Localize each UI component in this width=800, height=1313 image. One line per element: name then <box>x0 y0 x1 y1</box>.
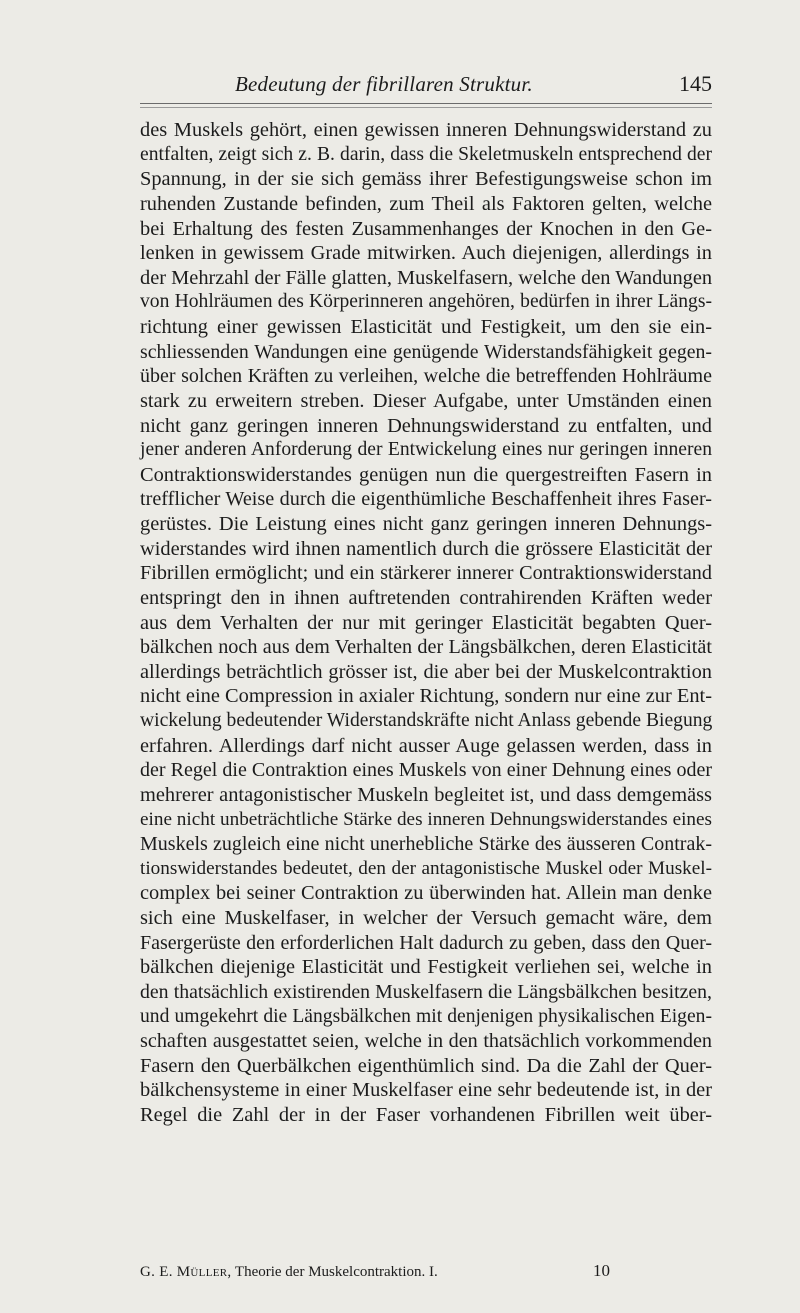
text-line: erfahren. Allerdings darf nicht ausser Auge gelassen werden, dass in <box>140 734 712 757</box>
text-line: wickelung bedeutender Widerstandskräfte nicht Anlass gebende Biegung <box>140 710 713 731</box>
text-line: bälkchen diejenige Elasticität und Festigkeit verliehen sei, welche in <box>140 956 712 979</box>
text-line: Fasern den Querbälkchen eigenthümlich sind. Da die Zahl der Quer- <box>140 1054 712 1077</box>
page-footer <box>140 1262 620 1284</box>
text-line: entspringt den in ihnen auftretenden contrahirenden Kräften weder <box>140 586 712 609</box>
page-number: 145 <box>679 71 712 96</box>
text-line: des Muskels gehört, einen gewissen inneren Dehnungswiderstand zu <box>140 119 712 141</box>
text-line: widerstandes wird ihnen namentlich durch die grössere Elasticität der <box>140 537 712 560</box>
text-line: eine nicht unbeträchtliche Stärke des inneren Dehnungswiderstandes eines <box>140 808 712 830</box>
text-line: stark zu erweitern streben. Dieser Aufgabe, unter Umständen einen <box>140 389 712 412</box>
text-line: Fasergerüste den erforderlichen Halt dadurch zu geben, dass den Quer- <box>140 931 712 954</box>
text-line: von Hohlräumen des Körperinneren angehören, bedürfen in ihrer Längs- <box>140 291 712 313</box>
text-line: richtung einer gewissen Elasticität und Festigkeit, um den sie ein- <box>140 316 712 338</box>
text-line: Spannung, in der sie sich gemäss ihrer Befestigungsweise schon im <box>140 168 712 191</box>
text-line: bei Erhaltung des festen Zusammenhanges der Knochen in den Ge- <box>140 217 712 240</box>
text-line: Muskels zugleich eine nicht unerhebliche Stärke des äusseren Contrak- <box>140 833 712 856</box>
text-line: sich eine Muskelfaser, in welcher der Versuch gemacht wäre, dem <box>140 907 712 929</box>
text-line: entfalten, zeigt sich z. B. darin, dass die Skeletmuskeln entsprechend der <box>140 143 712 165</box>
text-line: jener anderen Anforderung der Entwickelung eines nur geringen inneren <box>140 439 712 461</box>
text-line: bälkchensysteme in einer Muskelfaser eine sehr bedeutende ist, in der <box>140 1079 712 1102</box>
text-line: der Mehrzahl der Fälle glatten, Muskelfasern, welche den Wandungen <box>140 266 713 289</box>
text-line: Regel die Zahl der in der Faser vorhandenen Fibrillen weit über- <box>140 1104 712 1126</box>
text-line: aus dem Verhalten der nur mit geringer Elasticität begabten Quer- <box>140 611 712 634</box>
text-line: gerüstes. Die Leistung eines nicht ganz geringen inneren Dehnungs- <box>140 513 712 535</box>
text-line: über solchen Kräften zu verleihen, welche die betreffenden Hohlräume <box>140 365 712 388</box>
text-line: schaften ausgestattet seien, welche in den thatsächlich vorkommenden <box>140 1030 712 1053</box>
text-line: complex bei seiner Contraktion zu überwinden hat. Allein man denke <box>140 882 712 905</box>
text-line: Contraktionswiderstandes genügen nun die quergestreiften Fasern in <box>140 463 712 486</box>
text-line: tionswiderstandes bedeutet, den der antagonistische Muskel oder Muskel- <box>140 857 712 879</box>
text-line: Fibrillen ermöglicht; und ein stärkerer innerer Contraktionswiderstand <box>140 562 712 585</box>
text-line: mehrerer antagonistischer Muskeln begleitet ist, und dass demgemäss <box>140 783 712 806</box>
text-line: bälkchen noch aus dem Verhalten der Längsbälkchen, deren Elasticität <box>140 636 712 659</box>
text-line: nicht eine Compression in axialer Richtung, sondern nur eine zur Ent- <box>140 685 712 708</box>
text-line: allerdings beträchtlich grösser ist, die aber bei der Muskelcontraktion <box>140 660 712 683</box>
text-line: und umgekehrt die Längsbälkchen mit denjenigen physikalischen Eigen- <box>140 1005 712 1027</box>
header-rule <box>140 103 712 104</box>
body-text <box>140 118 712 1128</box>
header-rule-secondary <box>140 107 712 108</box>
page-header <box>140 72 712 112</box>
text-line: ruhenden Zustande befinden, zum Theil als Faktoren gelten, welche <box>140 192 712 215</box>
footer-author: G. E. Müller, <box>140 1264 232 1280</box>
text-line: nicht ganz geringen inneren Dehnungswiderstand zu entfalten, und <box>140 414 712 437</box>
footer-book-title: Theorie der Muskelcontraktion. I. <box>234 1264 438 1280</box>
signature-mark: 10 <box>593 1261 610 1280</box>
text-line: lenken in gewissem Grade mitwirken. Auch diejenigen, allerdings in <box>140 242 712 265</box>
running-title: Bedeutung der fibrillaren Struktur. <box>235 72 533 96</box>
text-line: schliessenden Wandungen eine genügende Widerstandsfähigkeit gegen- <box>140 340 712 363</box>
text-line: den thatsächlich existirenden Muskelfasern die Längsbälkchen besitzen, <box>140 980 712 1003</box>
text-line: der Regel die Contraktion eines Muskels von einer Dehnung eines oder <box>140 759 712 782</box>
text-line: trefflicher Weise durch die eigenthümliche Beschaffenheit ihres Faser- <box>140 488 712 511</box>
